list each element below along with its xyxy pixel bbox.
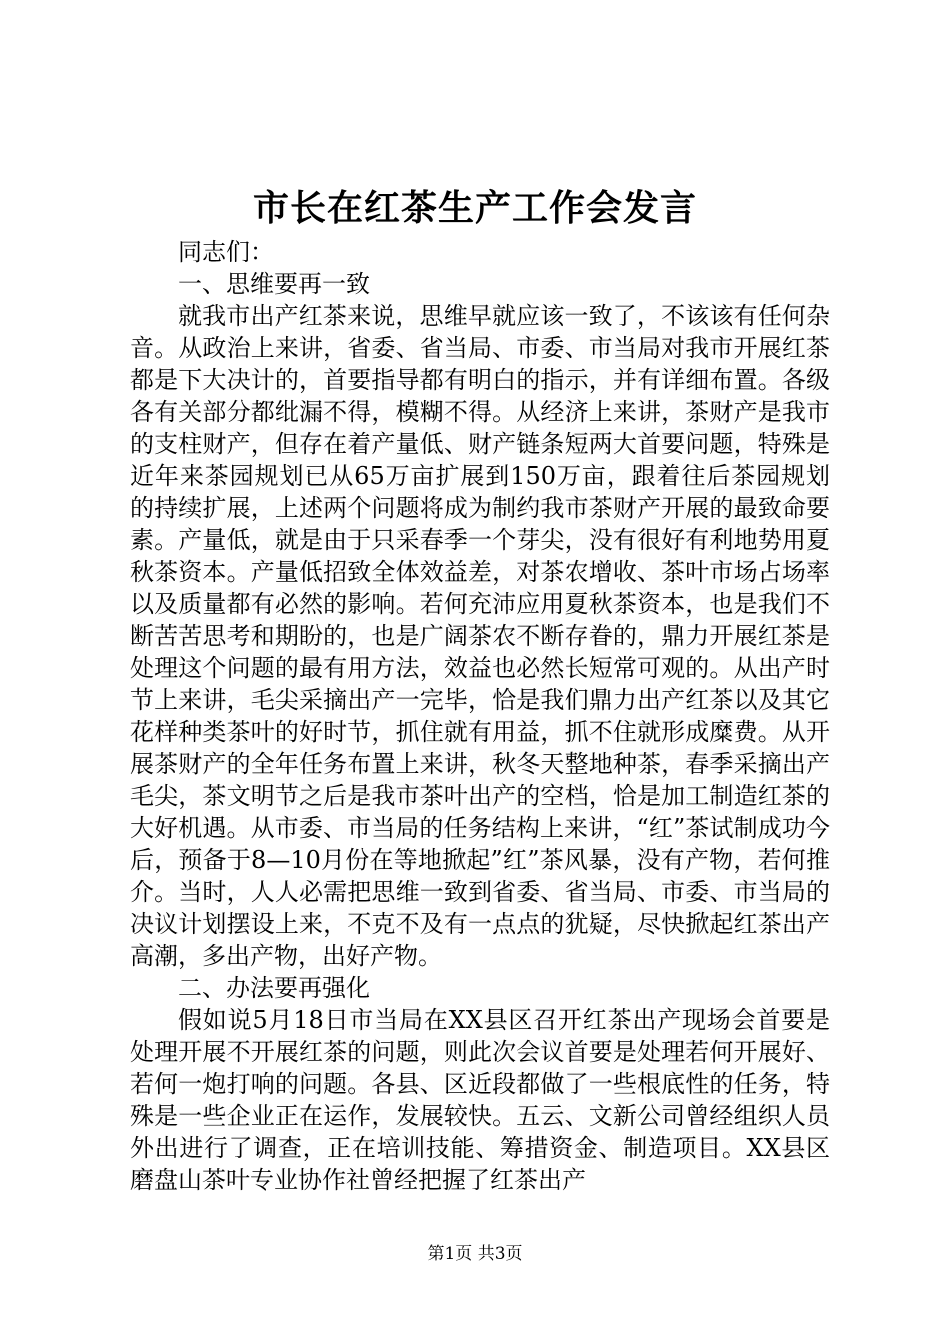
paragraph-2: 假如说5月18日市当局在XX县区召开红茶出产现场会首要是处理开展不开展红茶的问题，则此次会议首要是处理若何开展好、若何一炮打响的问题。各县、区近段都做了一些根底性的任务，特殊是一些企业正在运作，发展较快。五云、文新公司曾经组织人员外出进行了调查，正在培训技能、筹措资金、制造项目。XX县区磨盘山茶叶专业协作社曾经把握了红茶出产 bbox=[130, 1006, 830, 1194]
salutation: 同志们： bbox=[178, 238, 274, 266]
document-title: 市长在红茶生产工作会发言 bbox=[252, 187, 697, 229]
document-body bbox=[130, 236, 830, 1196]
page-number-footer: 第1页 共3页 bbox=[427, 1244, 523, 1264]
section-heading-1: 一、思维要再一致 bbox=[178, 270, 370, 298]
section-heading-2: 二、办法要再强化 bbox=[178, 974, 370, 1002]
paragraph-1: 就我市出产红茶来说，思维早就应该一致了，不该该有任何杂音。从政治上来讲，省委、省当局、市委、市当局对我市开展红茶都是下大决计的，首要指导都有明白的指示，并有详细布置。各级各有关部分都纰漏不得，模糊不得。从经济上来讲，茶财产是我市的支柱财产，但存在着产量低、财产链条短两大首要问题，特殊是近年来茶园规划已从65万亩扩展到150万亩，跟着往后茶园规划的持续扩展，上述两个问题将成为制约我市茶财产开展的最致命要素。产量低，就是由于只采春季一个芽尖，没有很好有利地势用夏秋茶资本。产量低招致全体效益差，对茶农增收、茶叶市场占场率以及质量都有必然的影响。若何充沛应用夏秋茶资本，也是我们不断苦苦思考和期盼的，也是广阔茶农不断存眷的，鼎力开展红茶是处理这个问题的最有用方法，效益也必然长短常可观的。从出产时节上来讲，毛尖采摘出产一完毕，恰是我们鼎力出产红茶以及其它花样种类茶叶的好时节，抓住就有用益，抓不住就形成糜费。从开展茶财产的全年任务布置上来讲，秋冬天整地种茶，春季采摘出产毛尖，茶文明节之后是我市茶叶出产的空档，恰是加工制造红茶的大好机遇。从市委、市当局的任务结构上来讲，“红”茶试制成功今后，预备于8—10月份在等地掀起”红”茶风暴，没有产物，若何推介。当时，人人必需把思维一致到省委、省当局、市委、市当局的决议计划摆设上来，不克不及有一点点的犹疑，尽快掀起红茶出产高潮，多出产物，出好产物。 bbox=[130, 302, 830, 970]
